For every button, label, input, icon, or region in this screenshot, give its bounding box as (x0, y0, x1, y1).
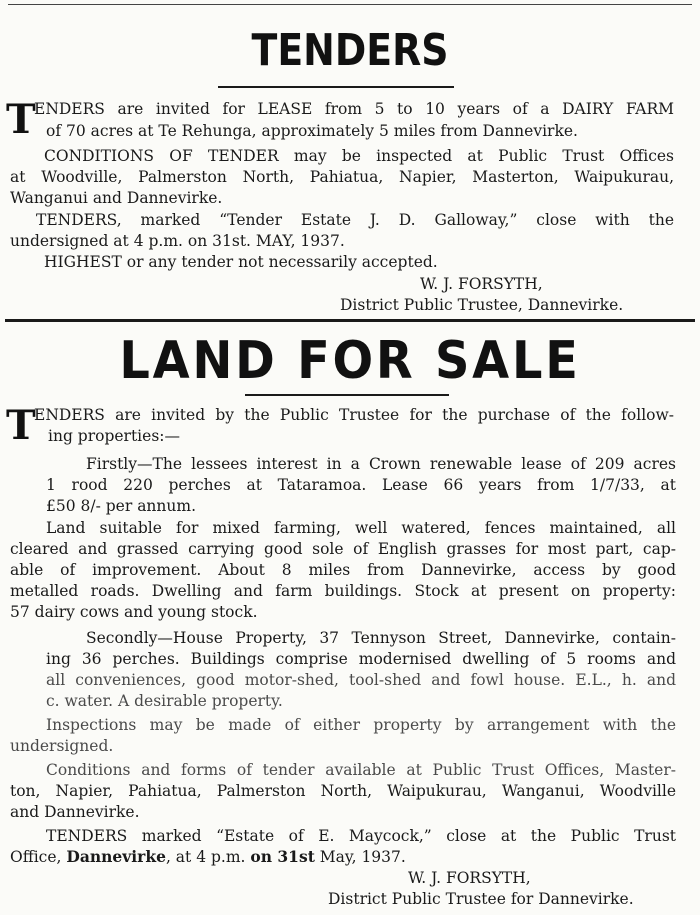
tenders-dropcap: T (6, 96, 36, 143)
tenders-p2-line3: Wanganui and Dannevirke. (10, 189, 223, 207)
land-inspections-line1: Inspections may be made of either property by arrangement with the (46, 716, 676, 734)
land-firstly-line3: £50 8/- per annum. (46, 497, 197, 515)
tenders-p3-line1: TENDERS, marked “Tender Estate J. D. Galloway,” close with the (36, 211, 674, 229)
land-title-underline (245, 394, 449, 396)
land-conditions-line3: and Dannevirke. (10, 803, 140, 821)
land-closing-year: May, 1937. (314, 848, 406, 866)
tenders-title: TENDERS (251, 25, 449, 76)
tenders-p4: HIGHEST or any tender not necessarily accepted. (44, 253, 438, 271)
land-conditions-line1: Conditions and forms of tender available at Public Trust Offices, Master- (46, 761, 676, 779)
land-closing-line1: TENDERS marked “Estate of E. Maycock,” close at the Public Trust (46, 827, 676, 845)
land-closing-time: , at 4 p.m. (165, 848, 251, 866)
land-description-line5: 57 dairy cows and young stock. (10, 603, 258, 621)
land-closing-line2 (10, 847, 690, 867)
tenders-p3-line2: undersigned at 4 p.m. on 31st. MAY, 1937. (10, 232, 345, 250)
tenders-p1-line1: ENDERS are invited for LEASE from 5 to 10 years of a DAIRY FARM (34, 100, 674, 118)
land-description-line4: metalled roads. Dwelling and farm buildings. Stock at present on property: (10, 582, 676, 600)
land-secondly-line2: ing 36 perches. Buildings comprise modernised dwelling of 5 rooms and (46, 650, 676, 668)
land-description-line2: cleared and grassed carrying good sole of English grasses for most part, cap- (10, 540, 676, 558)
land-description-line1: Land suitable for mixed farming, well watered, fences maintained, all (46, 519, 676, 537)
tenders-title-underline (218, 86, 454, 88)
tenders-signature-name: W. J. FORSYTH, (420, 275, 543, 293)
land-dropcap: T (6, 402, 36, 449)
land-closing-town: Dannevirke (66, 847, 166, 866)
land-firstly-line1: Firstly—The lessees interest in a Crown renewable lease of 209 acres (86, 455, 676, 473)
land-secondly-line4: c. water. A desirable property. (46, 692, 283, 710)
land-closing-date: on 31st (250, 847, 315, 866)
land-secondly-line1: Secondly—House Property, 37 Tennyson Street, Dannevirke, contain- (86, 629, 676, 647)
land-description-line3: able of improvement. About 8 miles from Dannevirke, access by good (10, 561, 676, 579)
land-closing-office: Office, (10, 848, 67, 866)
land-inspections-line2: undersigned. (10, 737, 114, 755)
tenders-p2-line2: at Woodville, Palmerston North, Pahiatua, Napier, Masterton, Waipukurau, (10, 168, 674, 186)
land-signature-name: W. J. FORSYTH, (408, 869, 531, 887)
land-conditions-line2: ton, Napier, Pahiatua, Palmerston North, Waipukurau, Wanganui, Woodville (10, 782, 676, 800)
land-firstly-line2: 1 rood 220 perches at Tataramoa. Lease 66 years from 1/7/33, at (46, 476, 676, 494)
land-for-sale-title: LAND FOR SALE (119, 331, 581, 391)
section-divider-rule (5, 319, 695, 322)
land-signature-title: District Public Trustee for Dannevirke. (328, 890, 634, 908)
land-intro-line1: ENDERS are invited by the Public Trustee for the purchase of the follow- (34, 406, 674, 424)
tenders-p1-line2: of 70 acres at Te Rehunga, approximately 5 miles from Dannevirke. (46, 122, 578, 140)
land-intro-line2: ing properties:— (48, 427, 180, 445)
tenders-signature-title: District Public Trustee, Dannevirke. (340, 296, 624, 314)
land-secondly-line3: all conveniences, good motor-shed, tool-shed and fowl house. E.L., h. and (46, 671, 676, 689)
tenders-p2-line1: CONDITIONS OF TENDER may be inspected at Public Trust Offices (44, 147, 674, 165)
top-border-rule (8, 4, 692, 5)
